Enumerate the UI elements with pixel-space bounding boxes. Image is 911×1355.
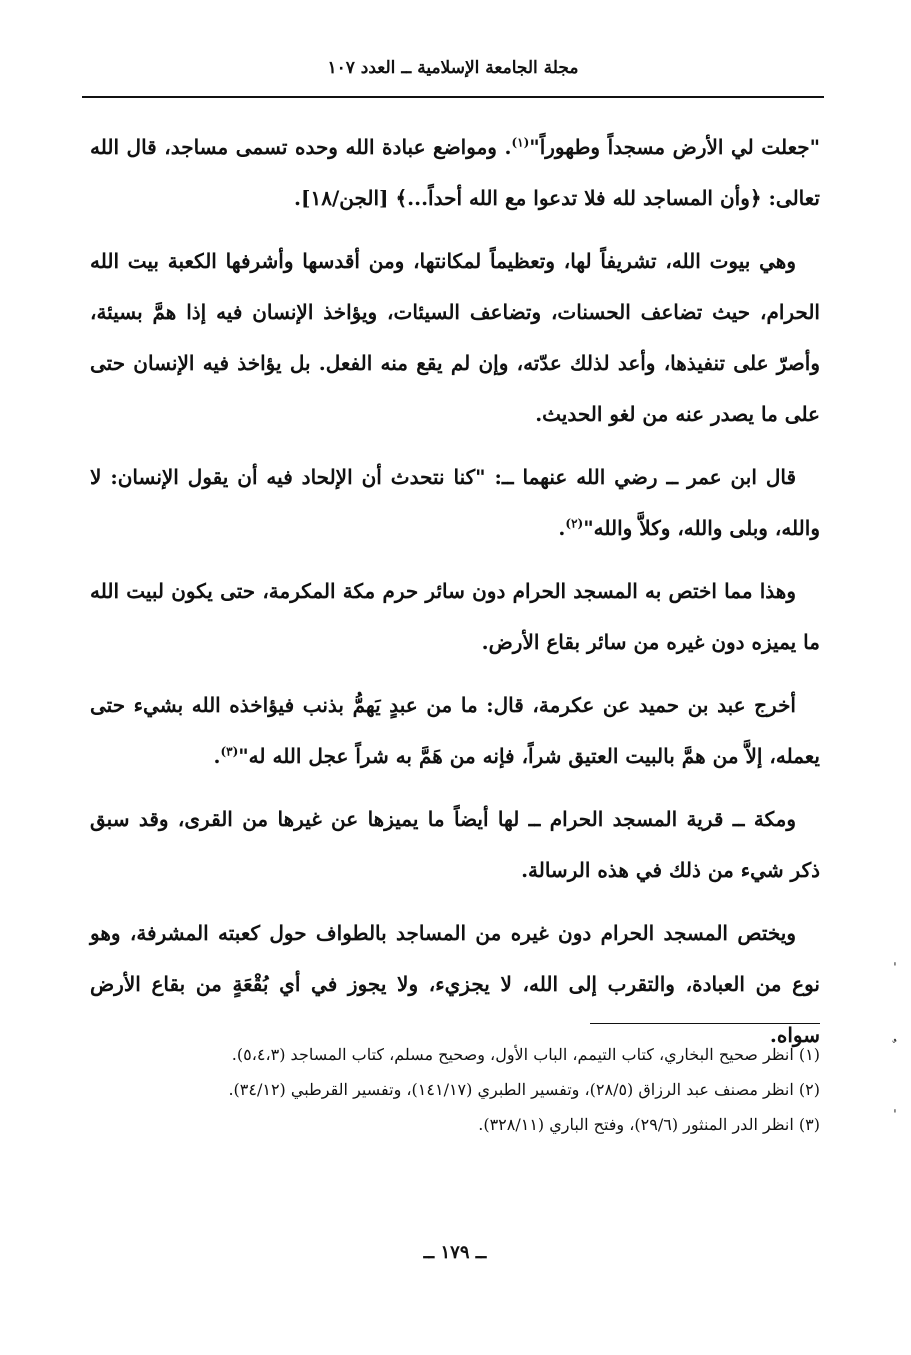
paragraph-1-text: "جعلت لي الأرض مسجداً وطهوراً": [529, 135, 821, 159]
footnote-ref-1: (١): [511, 135, 530, 150]
page-number: ــ ١٧٩ ــ: [423, 1242, 487, 1263]
running-header: مجلة الجامعة الإسلامية ــ العدد ١٠٧: [327, 58, 579, 78]
footnotes: [90, 1038, 820, 1143]
footnote-3: (٣) انظر الدر المنثور (٢٩/٦)، وفتح الباري (٣٢٨/١١).: [478, 1115, 820, 1134]
paragraph-1: [90, 122, 820, 224]
paragraph-3: [90, 452, 820, 554]
paragraph-5: [90, 680, 820, 782]
paragraph-5-text-cont: .: [213, 744, 221, 768]
scan-speck-icon: ˈ: [893, 961, 897, 977]
footnote-ref-2: (٢): [565, 516, 584, 531]
paragraph-5-text: أخرج عبد بن حميد عن عكرمة، قال: ما من عبدٍ يَهمُّ بذنب فيؤاخذه الله بشيء حتى يعمله، إلاَّ من همَّ بالبيت العتيق شراً، فإنه من هَمَّ به شراً عجل الله له": [90, 693, 820, 768]
paragraph-6: ومكة ــ قرية المسجد الحرام ــ لها أيضاً ما يميزها عن غيرها من القرى، وقد سبق ذكر شيء من ذلك في هذه الرسالة.: [90, 807, 820, 882]
scan-speck-icon: ˌ: [893, 1099, 897, 1115]
footnote-ref-3: (٣): [220, 744, 239, 759]
paragraph-3-text-cont: .: [558, 516, 566, 540]
footnote-separator: [590, 1023, 820, 1024]
paragraph-3-text: قال ابن عمر ــ رضي الله عنهما ــ: "كنا نتحدث أن الإلحاد فيه أن يقول الإنسان: لا والله، وبلى والله، وكلاَّ والله": [90, 465, 820, 540]
main-text: [90, 122, 820, 1073]
paragraph-1-text-cont: . ومواضع عبادة الله وحده تسمى مساجد، قال الله تعالى: ﴿وأن المساجد لله فلا تدعوا مع الله أحداً...﴾ [الجن/١٨].: [90, 135, 820, 210]
paragraph-2: وهي بيوت الله، تشريفاً لها، وتعظيماً لمكانتها، ومن أقدسها وأشرفها الكعبة بيت الله الحرام، حيث تضاعف الحسنات، وتضاعف السيئات، ويؤاخذ الإنسان فيه إذا همَّ بسيئة، وأصرّ على تنفيذها، وأعد لذلك عدّته، وإن لم يقع منه الفعل. بل يؤاخذ فيه الإنسان حتى على ما يصدر عنه من لغو الحديث.: [90, 249, 820, 426]
footnote-2: (٢) انظر مصنف عبد الرزاق (٢٨/٥)، وتفسير الطبري (١٤١/١٧)، وتفسير القرطبي (٣٤/١٢).: [228, 1080, 820, 1099]
header-rule: [82, 96, 824, 98]
paragraph-7: ويختص المسجد الحرام دون غيره من المساجد بالطواف حول كعبته المشرفة، وهو نوع من العبادة، والتقرب إلى الله، لا يجزيء، ولا يجوز في أي بُقْعَةٍ من بقاع الأرض سواه.: [90, 921, 820, 1047]
paragraph-4: وهذا مما اختص به المسجد الحرام دون سائر حرم مكة المكرمة، حتى يكون لبيت الله ما يميزه دون غيره من سائر بقاع الأرض.: [90, 579, 820, 654]
footnote-1: (١) انظر صحيح البخاري، كتاب التيمم، الباب الأول، وصحيح مسلم، كتاب المساجد (٥،٤،٣).: [231, 1045, 820, 1064]
